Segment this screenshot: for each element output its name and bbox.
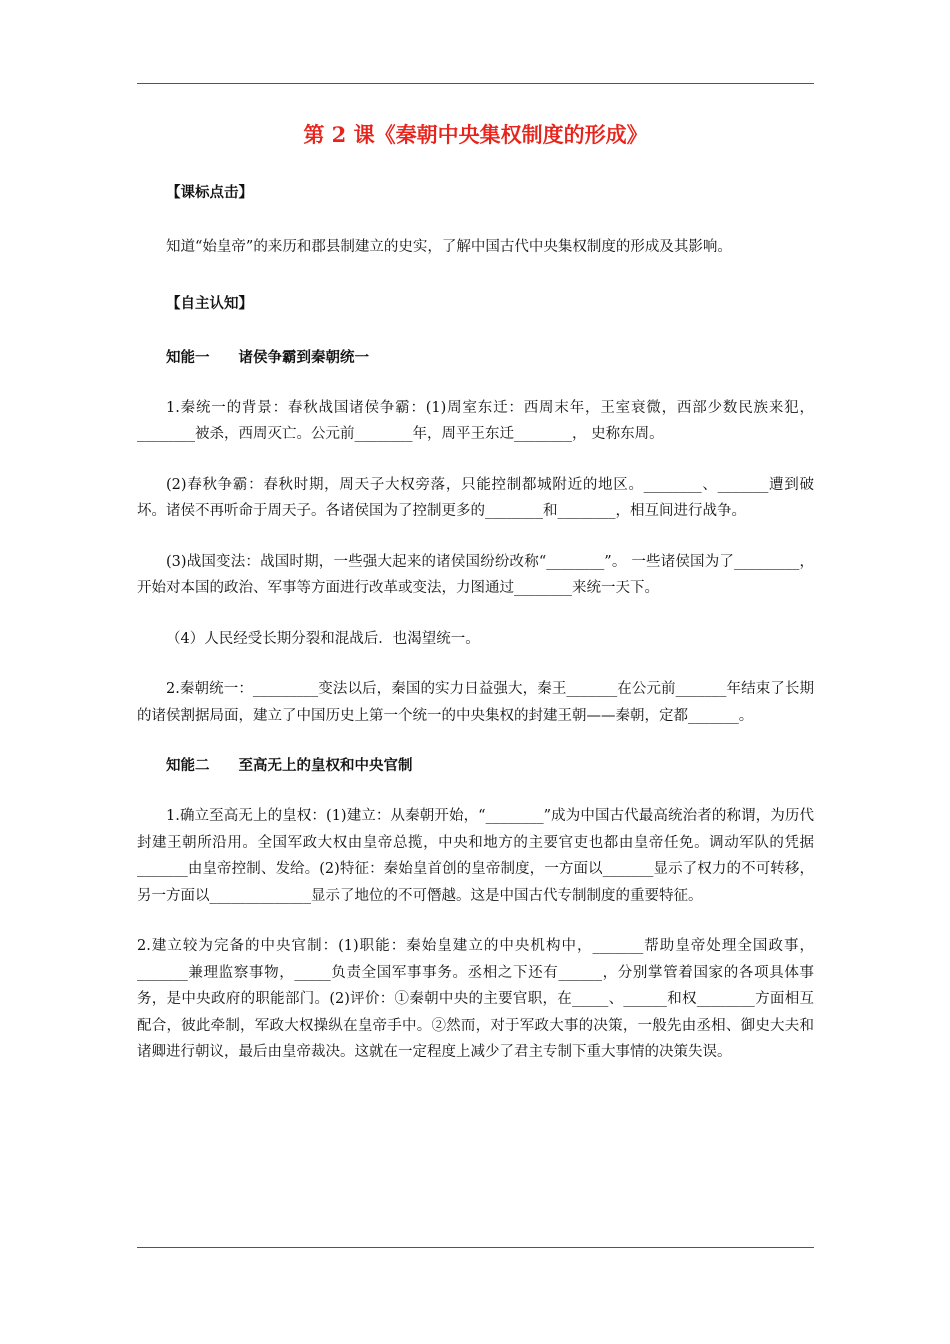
zhineng1-paragraph-1: 1.秦统一的背景：春秋战国诸侯争霸：(1)周室东迁：西周末年，王室衰微，西部少数民族来犯，________被杀，西周灭亡。公元前________年，周平王东迁________， 史称东周。 <box>137 399 814 442</box>
section-heading-kebiao: 【课标点击】 <box>166 184 253 201</box>
bottom-rule <box>137 1247 814 1248</box>
page-title: 第 2 课《秦朝中央集权制度的形成》 <box>303 122 648 147</box>
top-rule <box>137 83 814 84</box>
zhineng1-paragraph-4: （4）人民经受长期分裂和混战后．也渴望统一。 <box>166 630 480 647</box>
kebiao-text: 知道“始皇帝”的来历和郡县制建立的史实，了解中国古代中央集权制度的形成及其影响。 <box>166 239 732 255</box>
zhineng1-paragraph-3: (3)战国变法：战国时期，一些强大起来的诸侯国纷纷改称“________”。 一些诸侯国为了_________，开始对本国的政治、军事等方面进行改革或变法，力图通过________来统一天下。 <box>137 553 814 596</box>
section-heading-zhineng1: 知能一 诸侯争霸到秦朝统一 <box>166 348 369 366</box>
section-heading-zizhu: 【自主认知】 <box>166 294 253 312</box>
zhineng1-paragraph-2: (2)春秋争霸：春秋时期，周天子大权旁落，只能控制都城附近的地区。________、_______遭到破坏。诸侯不再听命于周天子。各诸侯国为了控制更多的________和________，相互间进行战争。 <box>137 476 814 519</box>
section-heading-zhineng2: 知能二 至高无上的皇权和中央官制 <box>166 757 413 774</box>
zhineng1-paragraph-5: 2.秦朝统一：_________变法以后，秦国的实力日益强大，秦王_______在公元前_______年结束了长期的诸侯割据局面，建立了中国历史上第一个统一的中央集权的封建王朝——秦朝，定都_______。 <box>137 681 814 724</box>
document-body <box>137 120 814 1090</box>
zhineng2-paragraph-2: 2.建立较为完备的中央官制：(1)职能：秦始皇建立的中央机构中，_______帮助皇帝处理全国政事，_______兼理监察事物，_____负责全国军事事务。丞相之下还有______，分别掌管着国家的各项具体事务，是中央政府的职能部门。(2)评价：①秦朝中央的主要官职，在_____、______和权________方面相互配合，彼此牵制，军政大权操纵在皇帝手中。②然而，对于军政大事的决策，一般先由丞相、御史大夫和诸卿进行朝议，最后由皇帝裁决。这就在一定程度上减少了君主专制下重大事情的决策失误。 <box>137 938 814 1060</box>
zhineng2-paragraph-1: 1.确立至高无上的皇权：(1)建立：从秦朝开始，“________”成为中国古代最高统治者的称谓，为历代封建王朝所沿用。全国军政大权由皇帝总揽，中央和地方的主要官吏也都由皇帝任免。调动军队的凭据_______由皇帝控制、发给。(2)特征：秦始皇首创的皇帝制度，一方面以_______显示了权力的不可转移，另一方面以______________显示了地位的不可僭越。这是中国古代专制制度的重要特征。 <box>137 808 814 904</box>
